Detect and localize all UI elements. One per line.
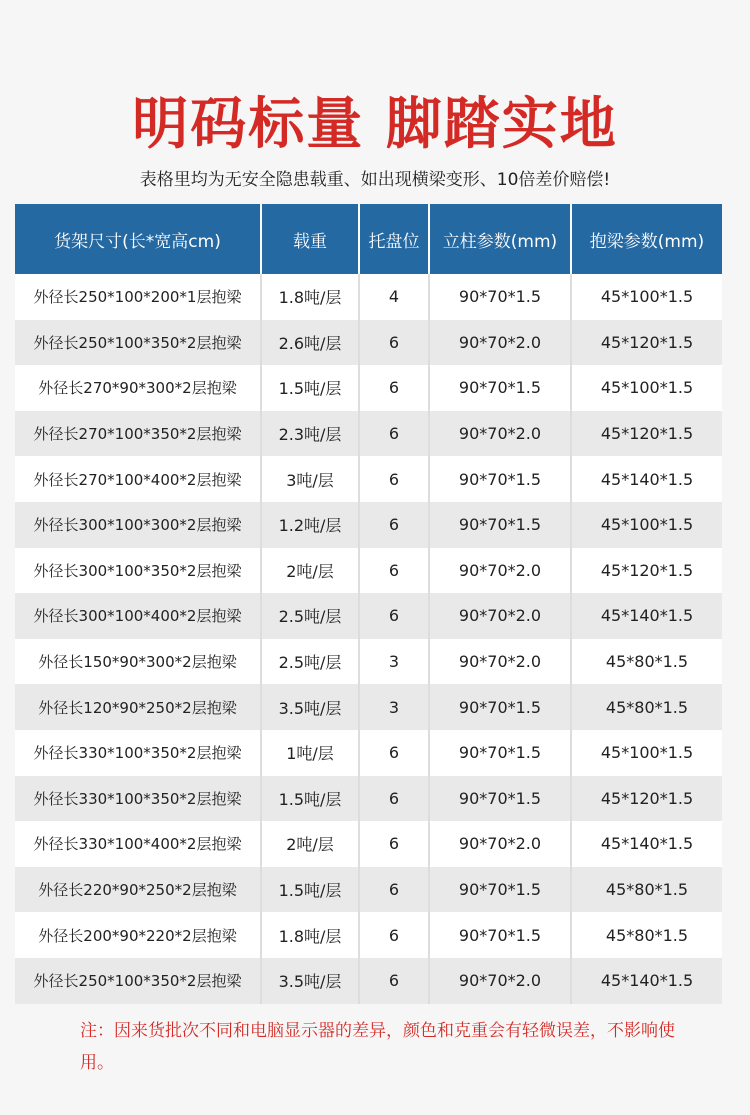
spec-table bbox=[15, 204, 722, 1004]
header-pallet: 托盘位 bbox=[359, 204, 429, 274]
table-row bbox=[15, 730, 722, 776]
cell-beam: 45*140*1.5 bbox=[571, 456, 722, 502]
cell-column: 90*70*1.5 bbox=[429, 456, 571, 502]
cell-load: 2.6吨/层 bbox=[261, 320, 359, 366]
header-size: 货架尺寸(长*宽高cm) bbox=[15, 204, 261, 274]
cell-beam: 45*100*1.5 bbox=[571, 730, 722, 776]
cell-size: 外径长330*100*350*2层抱梁 bbox=[15, 730, 261, 776]
cell-size: 外径长300*100*300*2层抱梁 bbox=[15, 502, 261, 548]
table-row bbox=[15, 320, 722, 366]
cell-beam: 45*100*1.5 bbox=[571, 274, 722, 320]
cell-pallet: 6 bbox=[359, 456, 429, 502]
cell-size: 外径长270*100*400*2层抱梁 bbox=[15, 456, 261, 502]
cell-pallet: 6 bbox=[359, 821, 429, 867]
cell-column: 90*70*2.0 bbox=[429, 958, 571, 1004]
spec-table-wrap bbox=[15, 204, 722, 1004]
cell-beam: 45*100*1.5 bbox=[571, 365, 722, 411]
cell-pallet: 6 bbox=[359, 958, 429, 1004]
cell-size: 外径长330*100*400*2层抱梁 bbox=[15, 821, 261, 867]
cell-load: 1吨/层 bbox=[261, 730, 359, 776]
cell-beam: 45*140*1.5 bbox=[571, 958, 722, 1004]
table-row bbox=[15, 776, 722, 822]
cell-beam: 45*140*1.5 bbox=[571, 593, 722, 639]
cell-column: 90*70*2.0 bbox=[429, 639, 571, 685]
cell-beam: 45*80*1.5 bbox=[571, 912, 722, 958]
cell-load: 2吨/层 bbox=[261, 821, 359, 867]
cell-column: 90*70*1.5 bbox=[429, 776, 571, 822]
table-row bbox=[15, 593, 722, 639]
cell-beam: 45*80*1.5 bbox=[571, 684, 722, 730]
table-row bbox=[15, 365, 722, 411]
cell-column: 90*70*2.0 bbox=[429, 593, 571, 639]
header-beam: 抱梁参数(mm) bbox=[571, 204, 722, 274]
cell-beam: 45*100*1.5 bbox=[571, 502, 722, 548]
table-row bbox=[15, 456, 722, 502]
table-row bbox=[15, 821, 722, 867]
cell-beam: 45*80*1.5 bbox=[571, 867, 722, 913]
cell-beam: 45*120*1.5 bbox=[571, 320, 722, 366]
cell-size: 外径长150*90*300*2层抱梁 bbox=[15, 639, 261, 685]
cell-column: 90*70*1.5 bbox=[429, 365, 571, 411]
cell-size: 外径长250*100*200*1层抱梁 bbox=[15, 274, 261, 320]
page-subtitle: 表格里均为无安全隐患载重、如出现横梁变形、10倍差价赔偿! bbox=[139, 170, 611, 190]
cell-size: 外径长250*100*350*2层抱梁 bbox=[15, 320, 261, 366]
cell-beam: 45*120*1.5 bbox=[571, 548, 722, 594]
cell-size: 外径长270*100*350*2层抱梁 bbox=[15, 411, 261, 457]
cell-column: 90*70*1.5 bbox=[429, 502, 571, 548]
cell-pallet: 3 bbox=[359, 639, 429, 685]
table-row bbox=[15, 684, 722, 730]
cell-pallet: 6 bbox=[359, 320, 429, 366]
cell-load: 2.5吨/层 bbox=[261, 593, 359, 639]
table-row bbox=[15, 639, 722, 685]
cell-beam: 45*80*1.5 bbox=[571, 639, 722, 685]
cell-beam: 45*120*1.5 bbox=[571, 411, 722, 457]
table-row bbox=[15, 274, 722, 320]
cell-load: 3.5吨/层 bbox=[261, 958, 359, 1004]
cell-pallet: 6 bbox=[359, 502, 429, 548]
table-row bbox=[15, 411, 722, 457]
cell-size: 外径长200*90*220*2层抱梁 bbox=[15, 912, 261, 958]
cell-pallet: 6 bbox=[359, 593, 429, 639]
page-title: 明码标量 脚踏实地 bbox=[132, 92, 618, 157]
cell-column: 90*70*1.5 bbox=[429, 912, 571, 958]
cell-column: 90*70*2.0 bbox=[429, 548, 571, 594]
cell-load: 1.5吨/层 bbox=[261, 776, 359, 822]
cell-pallet: 6 bbox=[359, 730, 429, 776]
cell-column: 90*70*2.0 bbox=[429, 320, 571, 366]
table-body bbox=[15, 274, 722, 1004]
cell-size: 外径长300*100*350*2层抱梁 bbox=[15, 548, 261, 594]
cell-pallet: 6 bbox=[359, 548, 429, 594]
cell-column: 90*70*2.0 bbox=[429, 411, 571, 457]
cell-size: 外径长330*100*350*2层抱梁 bbox=[15, 776, 261, 822]
cell-column: 90*70*1.5 bbox=[429, 274, 571, 320]
cell-pallet: 6 bbox=[359, 867, 429, 913]
cell-column: 90*70*2.0 bbox=[429, 821, 571, 867]
table-header-row bbox=[15, 204, 722, 274]
cell-pallet: 4 bbox=[359, 274, 429, 320]
cell-size: 外径长300*100*400*2层抱梁 bbox=[15, 593, 261, 639]
cell-pallet: 3 bbox=[359, 684, 429, 730]
cell-size: 外径长220*90*250*2层抱梁 bbox=[15, 867, 261, 913]
table-row bbox=[15, 958, 722, 1004]
cell-load: 1.5吨/层 bbox=[261, 867, 359, 913]
table-row bbox=[15, 912, 722, 958]
cell-pallet: 6 bbox=[359, 776, 429, 822]
cell-beam: 45*120*1.5 bbox=[571, 776, 722, 822]
cell-load: 1.8吨/层 bbox=[261, 274, 359, 320]
table-row bbox=[15, 502, 722, 548]
cell-load: 3吨/层 bbox=[261, 456, 359, 502]
cell-pallet: 6 bbox=[359, 411, 429, 457]
cell-column: 90*70*1.5 bbox=[429, 684, 571, 730]
cell-column: 90*70*1.5 bbox=[429, 730, 571, 776]
cell-load: 1.8吨/层 bbox=[261, 912, 359, 958]
cell-load: 3.5吨/层 bbox=[261, 684, 359, 730]
cell-size: 外径长120*90*250*2层抱梁 bbox=[15, 684, 261, 730]
cell-load: 2.5吨/层 bbox=[261, 639, 359, 685]
table-row bbox=[15, 548, 722, 594]
header-load: 载重 bbox=[261, 204, 359, 274]
cell-load: 2吨/层 bbox=[261, 548, 359, 594]
cell-pallet: 6 bbox=[359, 912, 429, 958]
cell-load: 1.5吨/层 bbox=[261, 365, 359, 411]
cell-pallet: 6 bbox=[359, 365, 429, 411]
cell-size: 外径长270*90*300*2层抱梁 bbox=[15, 365, 261, 411]
cell-load: 1.2吨/层 bbox=[261, 502, 359, 548]
table-row bbox=[15, 867, 722, 913]
cell-size: 外径长250*100*350*2层抱梁 bbox=[15, 958, 261, 1004]
footnote: 注：因来货批次不同和电脑显示器的差异，颜色和克重会有轻微误差，不影响使用。 bbox=[80, 1021, 675, 1073]
header-column: 立柱参数(mm) bbox=[429, 204, 571, 274]
cell-column: 90*70*1.5 bbox=[429, 867, 571, 913]
cell-load: 2.3吨/层 bbox=[261, 411, 359, 457]
cell-beam: 45*140*1.5 bbox=[571, 821, 722, 867]
